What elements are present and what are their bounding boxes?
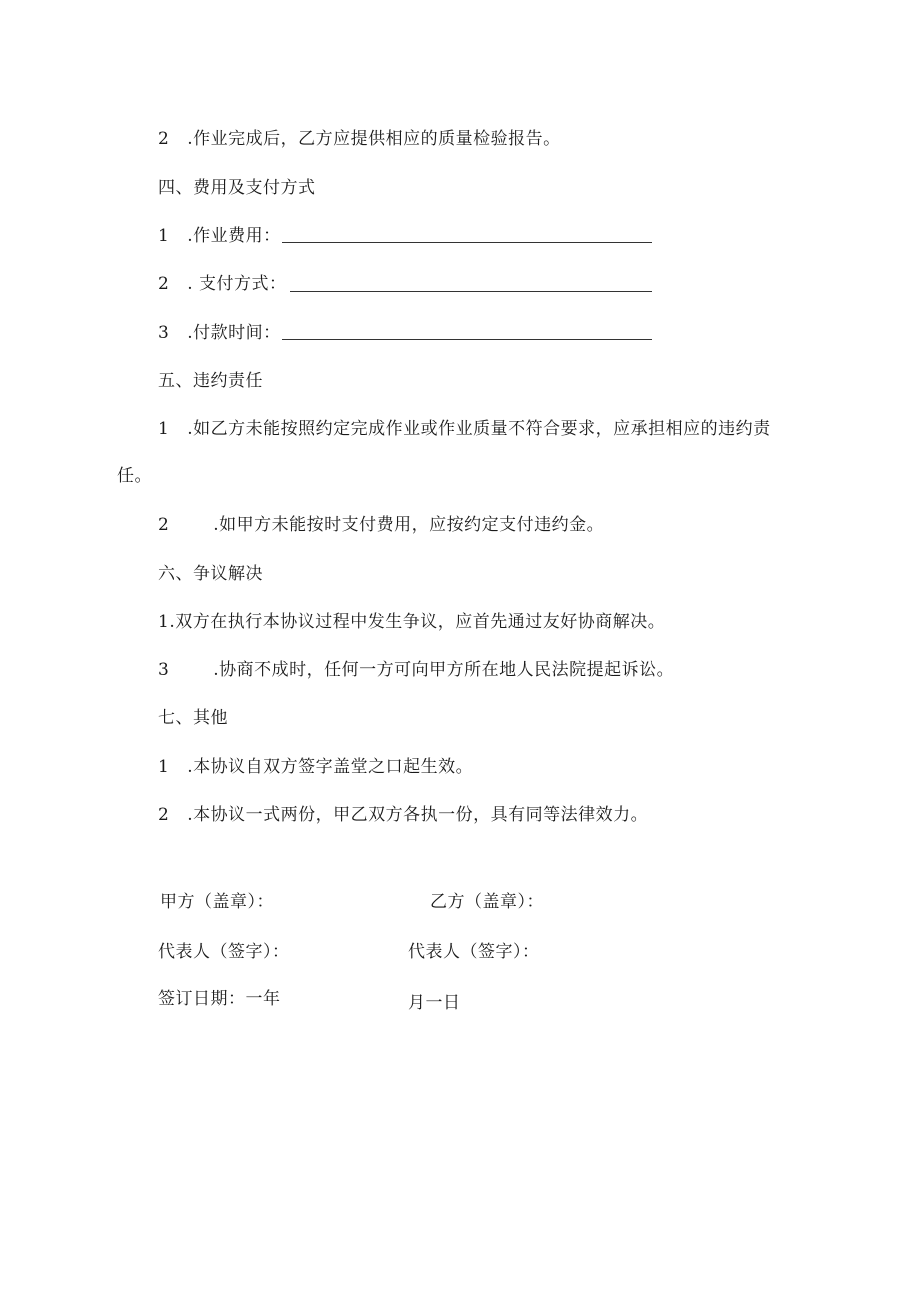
clause-text: .如乙方未能按照约定完成作业或作业质量不符合要求，应承担相应的违约责 bbox=[187, 419, 771, 439]
party-b-seal: 乙方（盖章）： bbox=[430, 892, 544, 912]
signing-date-right: 月一日 bbox=[408, 993, 461, 1013]
clause-3-2 bbox=[158, 128, 561, 150]
section-heading-fees: 四、费用及支付方式 bbox=[158, 178, 316, 198]
party-a-seal: 甲方（盖章）： bbox=[160, 892, 274, 912]
section-heading-disputes: 六、争议解决 bbox=[158, 564, 263, 584]
clause-text: .本协议一式两份，甲乙双方各执一份，具有同等法律效力。 bbox=[187, 805, 649, 825]
payment-time-blank[interactable] bbox=[282, 339, 652, 340]
clause-6-1: 1.双方在执行本协议过程中发生争议，应首先通过友好协商解决。 bbox=[158, 612, 666, 632]
clause-4-1 bbox=[158, 225, 281, 247]
clause-number: 2 bbox=[158, 274, 170, 294]
clause-number: 1 bbox=[158, 757, 170, 777]
clause-5-1-continued: 任。 bbox=[117, 466, 152, 486]
clause-4-2 bbox=[158, 273, 287, 295]
section-heading-liability: 五、违约责任 bbox=[158, 371, 263, 391]
clause-5-2 bbox=[158, 514, 604, 536]
section-heading-misc: 七、其他 bbox=[158, 708, 228, 728]
clause-7-2 bbox=[158, 804, 648, 826]
clause-6-2 bbox=[158, 659, 674, 681]
clause-number: 1 bbox=[158, 419, 170, 439]
clause-number: 3 bbox=[158, 660, 170, 680]
party-a-representative: 代表人（签字）： bbox=[158, 942, 290, 962]
clause-label: . 支付方式： bbox=[187, 274, 287, 294]
clause-5-1 bbox=[158, 418, 771, 440]
clause-number: 1 bbox=[158, 226, 170, 246]
clause-text: .本协议自双方签字盖堂之口起生效。 bbox=[187, 757, 474, 777]
fee-amount-blank[interactable] bbox=[282, 242, 652, 243]
clause-7-1 bbox=[158, 756, 473, 778]
signing-date-left: 签订日期：一年 bbox=[158, 989, 281, 1009]
clause-text: .协商不成时，任何一方可向甲方所在地人民法院提起诉讼。 bbox=[213, 660, 675, 680]
clause-number: 2 bbox=[158, 515, 170, 535]
clause-text: .作业完成后，乙方应提供相应的质量检验报告。 bbox=[187, 129, 561, 149]
clause-number: 3 bbox=[158, 323, 170, 343]
clause-number: 2 bbox=[158, 129, 170, 149]
party-b-representative: 代表人（签字）： bbox=[408, 942, 540, 962]
clause-text: .如甲方未能按时支付费用，应按约定支付违约金。 bbox=[213, 515, 605, 535]
payment-method-blank[interactable] bbox=[290, 291, 652, 292]
clause-label: .付款时间： bbox=[187, 323, 281, 343]
clause-4-3 bbox=[158, 322, 281, 344]
clause-label: .作业费用： bbox=[187, 226, 281, 246]
clause-number: 2 bbox=[158, 805, 170, 825]
